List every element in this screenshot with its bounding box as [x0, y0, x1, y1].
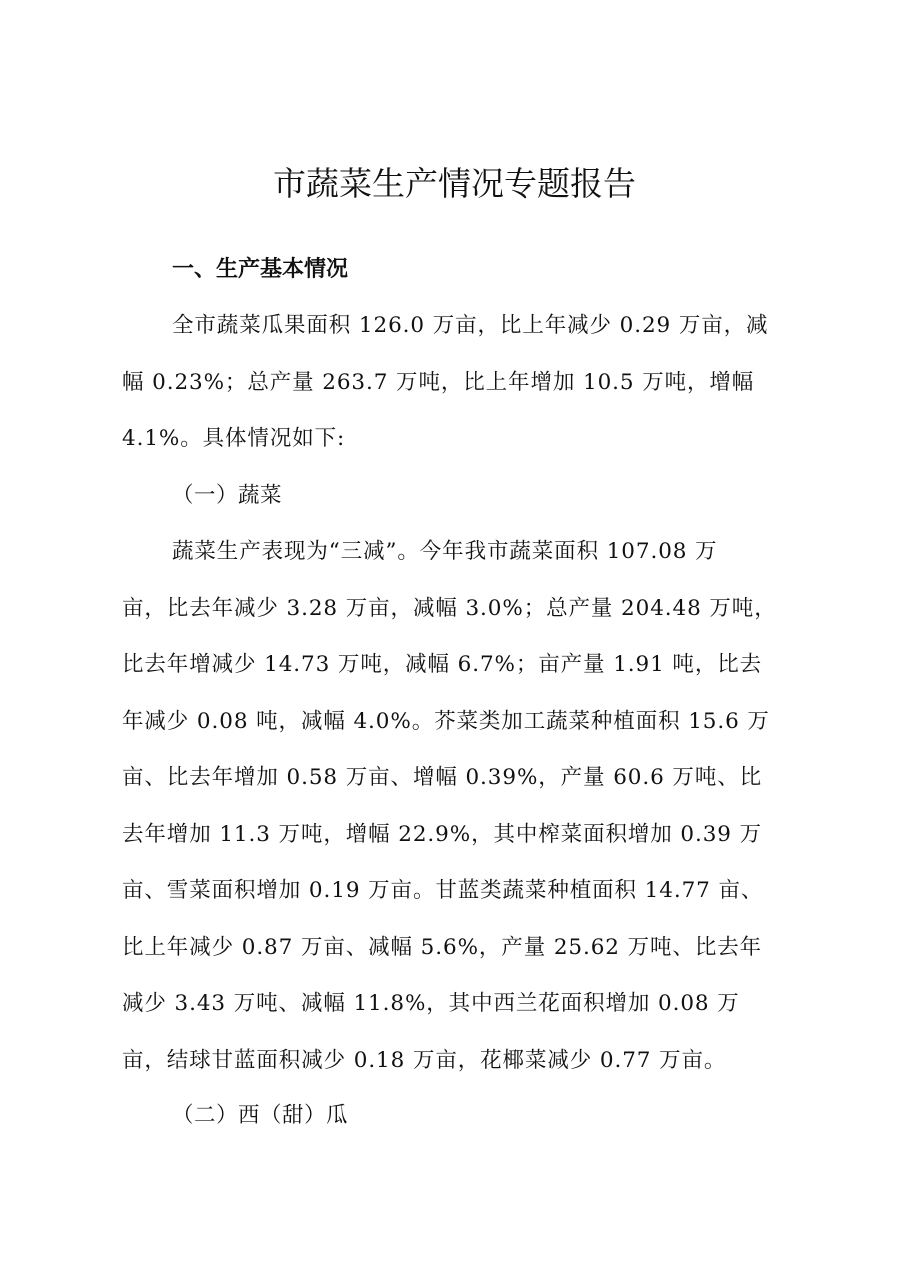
- paragraph-line: 幅 0.23%；总产量 263.7 万吨，比上年增加 10.5 万吨，增幅: [122, 370, 755, 395]
- paragraph-line: 去年增加 11.3 万吨，增幅 22.9%，其中榨菜面积增加 0.39 万: [122, 822, 763, 847]
- paragraph-line: 亩、比去年增加 0.58 万亩、增幅 0.39%，产量 60.6 万吨、比: [122, 765, 763, 790]
- section-heading: 一、生产基本情况: [172, 257, 349, 282]
- paragraph-line: 全市蔬菜瓜果面积 126.0 万亩，比上年减少 0.29 万亩，减: [172, 313, 769, 338]
- subsection-heading: （一）蔬菜: [172, 483, 283, 508]
- paragraph-line: 减少 3.43 万吨、减幅 11.8%，其中西兰花面积增加 0.08 万: [122, 991, 740, 1016]
- paragraph-line: 4.1%。具体情况如下:: [122, 426, 346, 451]
- paragraph-line: 亩、雪菜面积增加 0.19 万亩。甘蓝类蔬菜种植面积 14.77 亩、: [122, 878, 764, 903]
- paragraph-line: 亩，比去年减少 3.28 万亩，减幅 3.0%；总产量 204.48 万吨，: [122, 596, 777, 621]
- subsection-heading: （二）西（甜）瓜: [172, 1103, 349, 1128]
- paragraph-line: 比上年减少 0.87 万亩、减幅 5.6%，产量 25.62 万吨、比去年: [122, 935, 763, 960]
- page-title: 市蔬菜生产情况专题报告: [273, 164, 636, 203]
- paragraph-line: 年减少 0.08 吨，减幅 4.0%。芥菜类加工蔬菜种植面积 15.6 万: [122, 709, 770, 734]
- paragraph-line: 亩，结球甘蓝面积减少 0.18 万亩，花椰菜减少 0.77 万亩。: [122, 1048, 727, 1073]
- paragraph-line: 蔬菜生产表现为“三减”。今年我市蔬菜面积 107.08 万: [172, 539, 718, 564]
- paragraph-line: 比去年增减少 14.73 万吨，减幅 6.7%；亩产量 1.91 吨，比去: [122, 652, 763, 677]
